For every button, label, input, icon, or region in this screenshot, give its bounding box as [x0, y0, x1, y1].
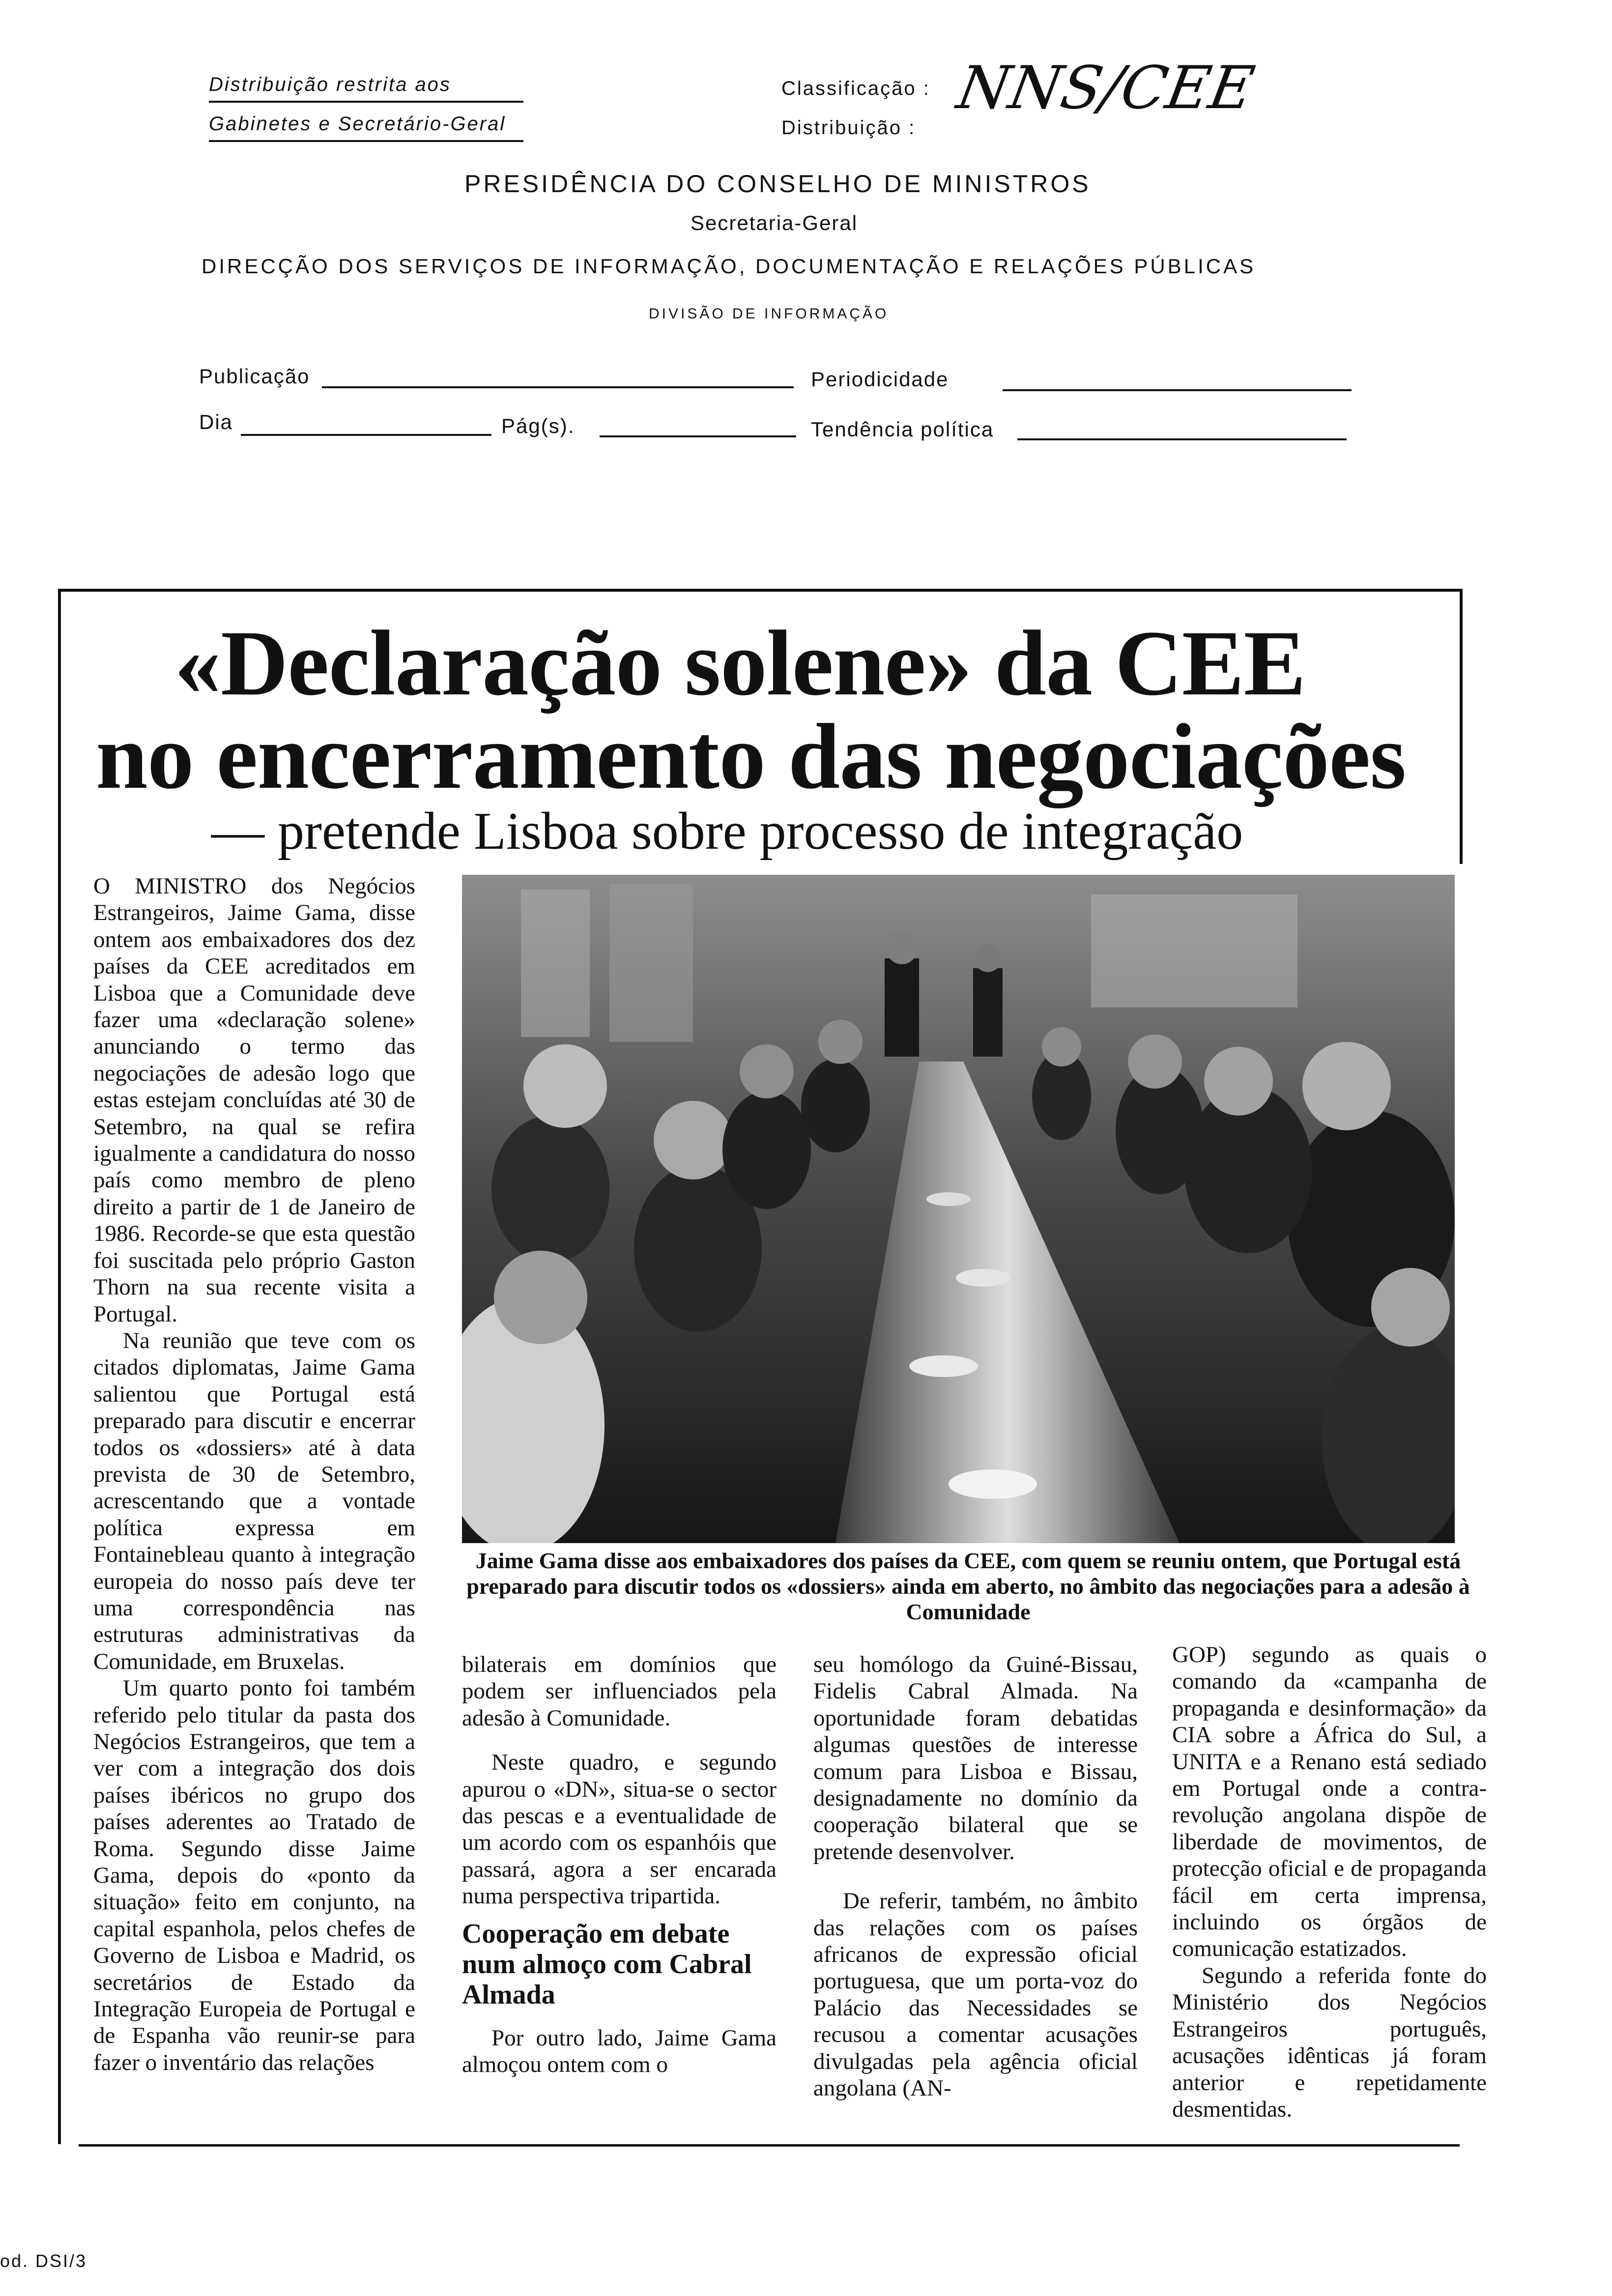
col2-paragraph: Neste quadro, e segundo apurou o «DN», situa-se o sector das pescas e a eventualidade de um acordo com os espanhóis que passará, agora a ser encarada numa perspectiva tripartida. — [462, 1750, 777, 1909]
handwritten-classification: NNS/CEE — [952, 54, 1259, 122]
distribution-label: Distribuição : — [781, 117, 916, 139]
distribution-underline-2 — [209, 140, 523, 142]
meeting-photo-illustration — [462, 875, 1455, 1543]
classification-label: Classificação : — [781, 78, 930, 99]
section-subheading: Cooperação em debate num almoço com Cabral Almada — [462, 1918, 752, 2010]
distribution-restriction-line2: Gabinetes e Secretário-Geral — [209, 113, 506, 135]
article-column-2 — [462, 1651, 777, 2078]
headline-line1: «Declaração solene» da CEE — [174, 612, 1306, 715]
directorate: DIRECÇÃO DOS SERVIÇOS DE INFORMAÇÃO, DOCUMENTAÇÃO E RELAÇÕES PÚBLICAS — [202, 255, 1256, 278]
day-field — [241, 434, 491, 436]
article-column-3 — [813, 1651, 1138, 2102]
form-code: od. DSI/3 — [0, 2251, 87, 2271]
day-label: Dia — [199, 410, 233, 433]
political-tendency-field — [1017, 438, 1347, 440]
col3-paragraph: seu homólogo da Guiné-Bissau, Fidelis Cabral Almada. Na oportunidade foram debatidas algumas questões de interesse comum para Lisboa e Bissau, designadamente no domínio da cooperação bilateral que se pretende desenvolver. — [813, 1652, 1138, 1865]
col4-paragraph: GOP) segundo as quais o comando da «campanha de propaganda e desinformação» da CIA sobre a África do Sul, a UNITA e a Renano está sediado em Portugal onde a contra-revolução angolana dispõe de liberdade de movimentos, de protecção oficial e de propaganda fácil em certa imprensa, incluindo os órgãos de comunicação estatizados. — [1172, 1642, 1487, 1962]
publication-field — [322, 386, 794, 388]
article-frame-top — [58, 589, 1463, 592]
pages-field — [600, 435, 796, 437]
org-subtitle: Secretaria-Geral — [691, 211, 858, 234]
article-column-4 — [1172, 1641, 1487, 2123]
org-title: PRESIDÊNCIA DO CONSELHO DE MINISTROS — [464, 170, 1091, 198]
division: DIVISÃO DE INFORMAÇÃO — [649, 306, 889, 322]
subheadline: — pretende Lisboa sobre processo de integração — [211, 802, 1243, 861]
publication-label: Publicação — [199, 365, 310, 388]
col1-paragraph: Na reunião que teve com os citados diplomatas, Jaime Gama salientou que Portugal está preparado para discutir e encerrar todos os «dossiers» até à data prevista de 30 de Setembro, acrescentando que a vontade política expressa em Fontainebleau quanto à integração europeia do nosso país deve ter uma correspondência nas estruturas administrativas da Comunidade, em Bruxelas. — [93, 1327, 415, 1674]
pages-label: Pág(s). — [501, 414, 575, 437]
periodicity-field — [1003, 389, 1352, 391]
photo-caption: Jaime Gama disse aos embaixadores dos países da CEE, com quem se reuniu ontem, que Portugal está preparado para discutir todos os «dossiers» ainda em aberto, no âmbito das negociações para a adesão à Comunidade — [466, 1548, 1470, 1624]
col2-paragraph: bilaterais em domínios que podem ser influenciados pela adesão à Comunidade. — [462, 1652, 777, 1731]
col3-paragraph: De referir, também, no âmbito das relações com os países africanos de expressão oficial portuguesa, que um porta-voz do Palácio das Necessidades se recusou a comentar acusações divulgadas pela agência oficial angolana (AN- — [813, 1888, 1138, 2101]
headline-line2: no encerramento das negociações — [96, 705, 1406, 808]
distribution-restriction-line1: Distribuição restrita aos — [209, 74, 451, 95]
distribution-underline — [209, 101, 523, 103]
political-tendency-label: Tendência política — [811, 418, 994, 441]
col1-paragraph: O MINISTRO dos Negócios Estrangeiros, Jaime Gama, disse ontem aos embaixadores dos dez países da CEE acreditados em Lisboa que a Comunidade deve fazer uma «declaração solene» anunciando o termo das negociações de adesão logo que estas estejam concluídas até 30 de Setembro, na qual se refira igualmente a candidatura do nosso país como membro de pleno direito a partir de 1 de Janeiro de 1986. Recorde-se que esta questão foi suscitada pelo próprio Gaston Thorn na sua recente visita a Portugal. — [93, 873, 415, 1327]
article-frame-right — [1460, 589, 1463, 864]
meeting-photo — [462, 875, 1455, 1543]
article-column-1 — [93, 873, 415, 2076]
article-frame-left — [58, 589, 61, 2144]
col2-paragraph: Por outro lado, Jaime Gama almoçou ontem com o — [462, 2025, 777, 2078]
periodicity-label: Periodicidade — [811, 368, 949, 391]
col1-paragraph: Um quarto ponto foi também referido pelo titular da pasta dos Negócios Estrangeiros, que tem a ver com a integração dos dois países ibéricos no grupo dos países aderentes ao Tratado de Roma. Segundo disse Jaime Gama, depois do «ponto da situação» feito em conjunto, na capital espanhola, pelos chefes de Governo de Lisboa e Madrid, os secretários de Estado da Integração Europeia de Portugal e de Espanha vão reunir-se para fazer o inventário das relações — [93, 1675, 415, 2075]
article-frame-bottom — [79, 2144, 1460, 2147]
col4-paragraph: Segundo a referida fonte do Ministério dos Negócios Estrangeiros português, acusações idênticas já foram anterior e repetidamente desmentidas. — [1172, 1962, 1487, 2122]
